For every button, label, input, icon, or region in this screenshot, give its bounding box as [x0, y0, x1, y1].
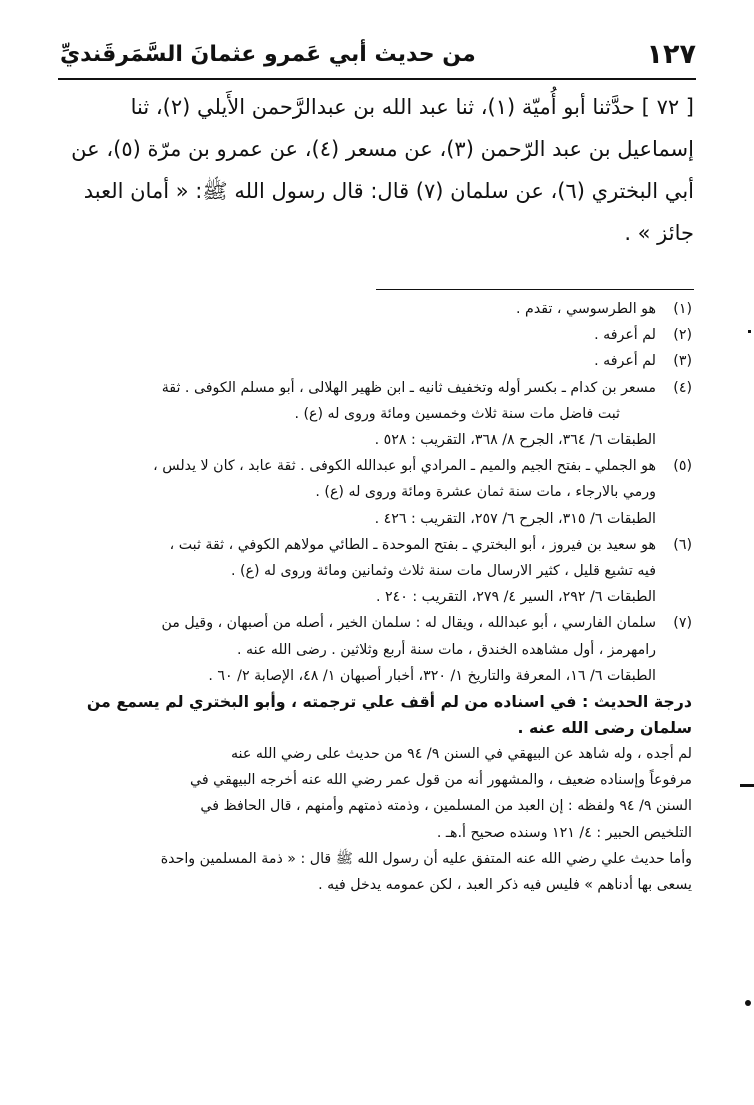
commentary-line: مرفوعاً وإسناده ضعيف ، والمشهور أنه من قول عمر رضي الله عنه أخرجه البيهقي في [190, 772, 692, 789]
footnote-line: ثبت فاضل مات سنة ثلاث وخمسين ومائة وروى له (ع) . [294, 405, 620, 422]
grade-line: درجة الحديث : في اسناده من لم أقف علي ترجمته ، وأبو البختري لم يسمع من [86, 692, 692, 712]
footnote-line: رامهرمز ، أول مشاهده الخندق ، مات سنة أربع وثلاثين . رضى الله عنه . [237, 641, 656, 658]
footnote-6 [60, 532, 692, 611]
commentary-line: وأما حديث علي رضي الله عنه المتفق عليه أن رسول الله ﷺ قال : « ذمة المسلمين واحدة [160, 850, 692, 867]
footnote-line: لم أعرفه . [594, 327, 656, 344]
footnote-line: سلمان الفارسي ، أبو عبدالله ، ويقال له : سلمان الخير ، أصله من أصبهان ، وقيل من [161, 615, 656, 632]
footnote-4 [60, 375, 692, 454]
footnote-line: مسعر بن كدام ـ بكسر أوله وتخفيف ثانيه ـ ابن ظهير الهلالى ، أبو مسلم الكوفى . ثقة [161, 379, 656, 396]
footnote-2 [60, 322, 692, 348]
footnote-line: لم أعرفه . [594, 353, 656, 370]
grade-line: سلمان رضى الله عنه . [517, 718, 692, 738]
commentary-line: يسعى بها أدناهم » فليس فيه ذكر العبد ، لكن عمومه يدخل فيه . [318, 877, 692, 894]
footnote-line: الطبقات ٦/ ٢٩٢، السير ٤/ ٢٧٩، التقريب : ٢٤٠ . [375, 589, 656, 606]
footnote-7 [60, 610, 692, 689]
footnote-number: (٥) [673, 458, 692, 475]
footnote-line: الطبقات ٦/ ٣١٥، الجرح ٦/ ٢٥٧، التقريب : ٤٢٦ . [374, 510, 656, 527]
commentary-paragraph-2 [60, 846, 692, 898]
footnote-5 [60, 453, 692, 532]
footnotes [60, 296, 692, 898]
footnote-number: (٢) [673, 327, 692, 344]
footnote-3 [60, 348, 692, 374]
hadith-line: جائز » . [624, 221, 694, 245]
hadith-line: أبي البختري (٦)، عن سلمان (٧) قال: قال رسول الله ﷺ: « أمان العبد [83, 179, 694, 203]
footnote-line: ورمي بالارجاء ، مات سنة ثمان عشرة ومائة وروى له (ع) . [315, 484, 656, 501]
page-number: ١٢٧ [646, 39, 696, 70]
footnote-line: هو الطرسوسي ، تقدم . [516, 301, 656, 317]
hadith-text [62, 86, 694, 254]
commentary-paragraph [60, 741, 692, 846]
running-title: من حديث أبي عَمرو عثمانَ السَّمَرقَنديِّ [60, 42, 476, 67]
footnote-separator [376, 289, 694, 290]
footnote-line: الطبقات ٦/ ١٦، المعرفة والتاريخ ١/ ٣٢٠، أخبار أصبهان ١/ ٤٨، الإصابة ٢/ ٦٠ . [208, 667, 656, 684]
hadith-grade [60, 689, 692, 741]
commentary-line: التلخيص الحبير : ٤/ ١٢١ وسنده صحيح أ.هـ . [436, 824, 692, 841]
page-header [60, 38, 696, 72]
header-rule [58, 78, 696, 80]
hadith-line: [ ٧٢ ] حدَّثنا أبو أُميّة (١)، ثنا عبد الله بن عبدالرَّحمن الأَيلي (٢)، ثنا [130, 95, 694, 119]
scan-speck [748, 330, 751, 333]
footnote-1 [60, 296, 692, 322]
footnote-number: (٦) [673, 536, 692, 553]
footnote-line: فيه تشيع قليل ، كثير الارسال مات سنة ثلاث وثمانين ومائة وروى له (ع) . [230, 563, 656, 580]
scan-speck [740, 784, 754, 787]
footnote-line: هو سعيد بن فيروز ، أبو البختري ـ بفتح الموحدة ـ الطائي مولاهم الكوفي ، ثقة ثبت ، [169, 536, 656, 553]
commentary-line: لم أجده ، وله شاهد عن البيهقي في السنن ٩/ ٩٤ من حديث على رضي الله عنه [230, 746, 692, 763]
footnote-number: (١) [673, 301, 692, 317]
footnote-number: (٧) [673, 615, 692, 632]
hadith-line: إسماعيل بن عبد الرّحمن (٣)، عن مسعر (٤)، عن عمرو بن مرّة (٥)، عن [71, 137, 694, 161]
footnote-line: هو الجملي ـ بفتح الجيم والميم ـ المرادي أبو عبدالله الكوفى . ثقة عابد ، كان لا يدلس ، [153, 458, 656, 475]
footnote-number: (٤) [673, 379, 692, 396]
footnote-number: (٣) [673, 353, 692, 370]
scan-speck [745, 1000, 751, 1006]
footnote-line: الطبقات ٦/ ٣٦٤، الجرح ٨/ ٣٦٨، التقريب : ٥٢٨ . [374, 432, 656, 449]
commentary-line: السنن ٩/ ٩٤ ولفظه : إن العبد من المسلمين ، وذمته ذمتهم وأمنهم ، قال الحافظ في [200, 798, 692, 815]
